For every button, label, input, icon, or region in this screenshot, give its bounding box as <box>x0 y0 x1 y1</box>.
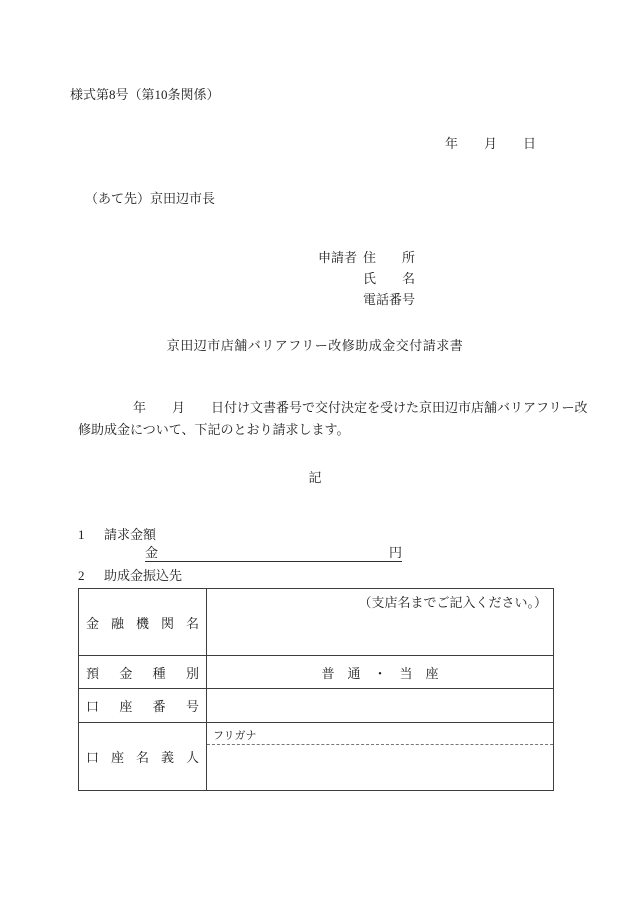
applicant-phone-label: 電話番号 <box>363 292 416 307</box>
body-line-2: 修助成金について、下記のとおり請求します。 <box>78 421 350 437</box>
table-row <box>79 656 554 689</box>
furigana-label: フリガナ <box>213 730 257 742</box>
bank-name-input-cell[interactable] <box>207 589 554 656</box>
account-type-options: 普 通 ・ 当 座 <box>321 665 439 681</box>
row-header-account-type-cell <box>79 656 207 689</box>
addressee: （あて先）京田辺市長 <box>85 191 216 206</box>
item-2-label: 助成金振込先 <box>104 568 183 583</box>
document-title: 京田辺市店舗バリアフリー改修助成金交付請求書 <box>166 338 464 353</box>
applicant-address-row <box>318 247 415 268</box>
applicant-name-row <box>363 268 415 289</box>
row-header-account-holder-cell <box>79 723 207 791</box>
item-bank-transfer <box>78 565 182 584</box>
account-number-input-cell[interactable] <box>207 689 554 723</box>
row-header-account-number: 口 座 番 号 <box>86 699 199 714</box>
date-line: 年 月 日 <box>445 136 537 151</box>
bank-transfer-table <box>78 588 554 791</box>
body-paragraph <box>78 397 587 440</box>
table-row <box>79 589 554 656</box>
account-holder-value-cell <box>207 723 554 791</box>
applicant-block <box>318 247 415 310</box>
row-header-account-number-cell <box>79 689 207 723</box>
row-header-account-type: 預 金 種 別 <box>86 665 199 681</box>
furigana-sub-row[interactable] <box>207 723 553 745</box>
branch-name-note: （支店名までご記入ください。） <box>358 595 547 610</box>
applicant-phone-row <box>363 289 415 310</box>
form-number: 様式第8号（第10条関係） <box>70 87 220 102</box>
item-2-number: 2 <box>78 568 85 583</box>
row-header-bank-name-cell <box>79 589 207 656</box>
account-type-cell[interactable] <box>207 656 554 689</box>
applicant-name-label: 氏 名 <box>363 271 416 286</box>
section-marker: 記 <box>308 470 322 485</box>
table-row <box>79 689 554 723</box>
amount-prefix: 金 <box>145 545 159 560</box>
applicant-label: 申請者 <box>318 250 358 265</box>
amount-suffix: 円 <box>388 545 402 560</box>
table-row <box>79 723 554 791</box>
item-1-label: 請求金額 <box>104 527 157 542</box>
applicant-address-label: 住 所 <box>363 250 416 265</box>
amount-fill-line[interactable] <box>145 542 402 562</box>
account-holder-input-cell[interactable] <box>207 745 553 789</box>
item-claim-amount <box>78 524 156 543</box>
row-header-bank-name: 金 融 機 関 名 <box>86 615 199 631</box>
body-line-1: 年 月 日付け文書番号で交付決定を受けた京田辺市店舗バリアフリー改 <box>133 400 588 415</box>
item-1-number: 1 <box>78 527 85 542</box>
row-header-account-holder: 口 座 名 義 人 <box>86 750 199 765</box>
